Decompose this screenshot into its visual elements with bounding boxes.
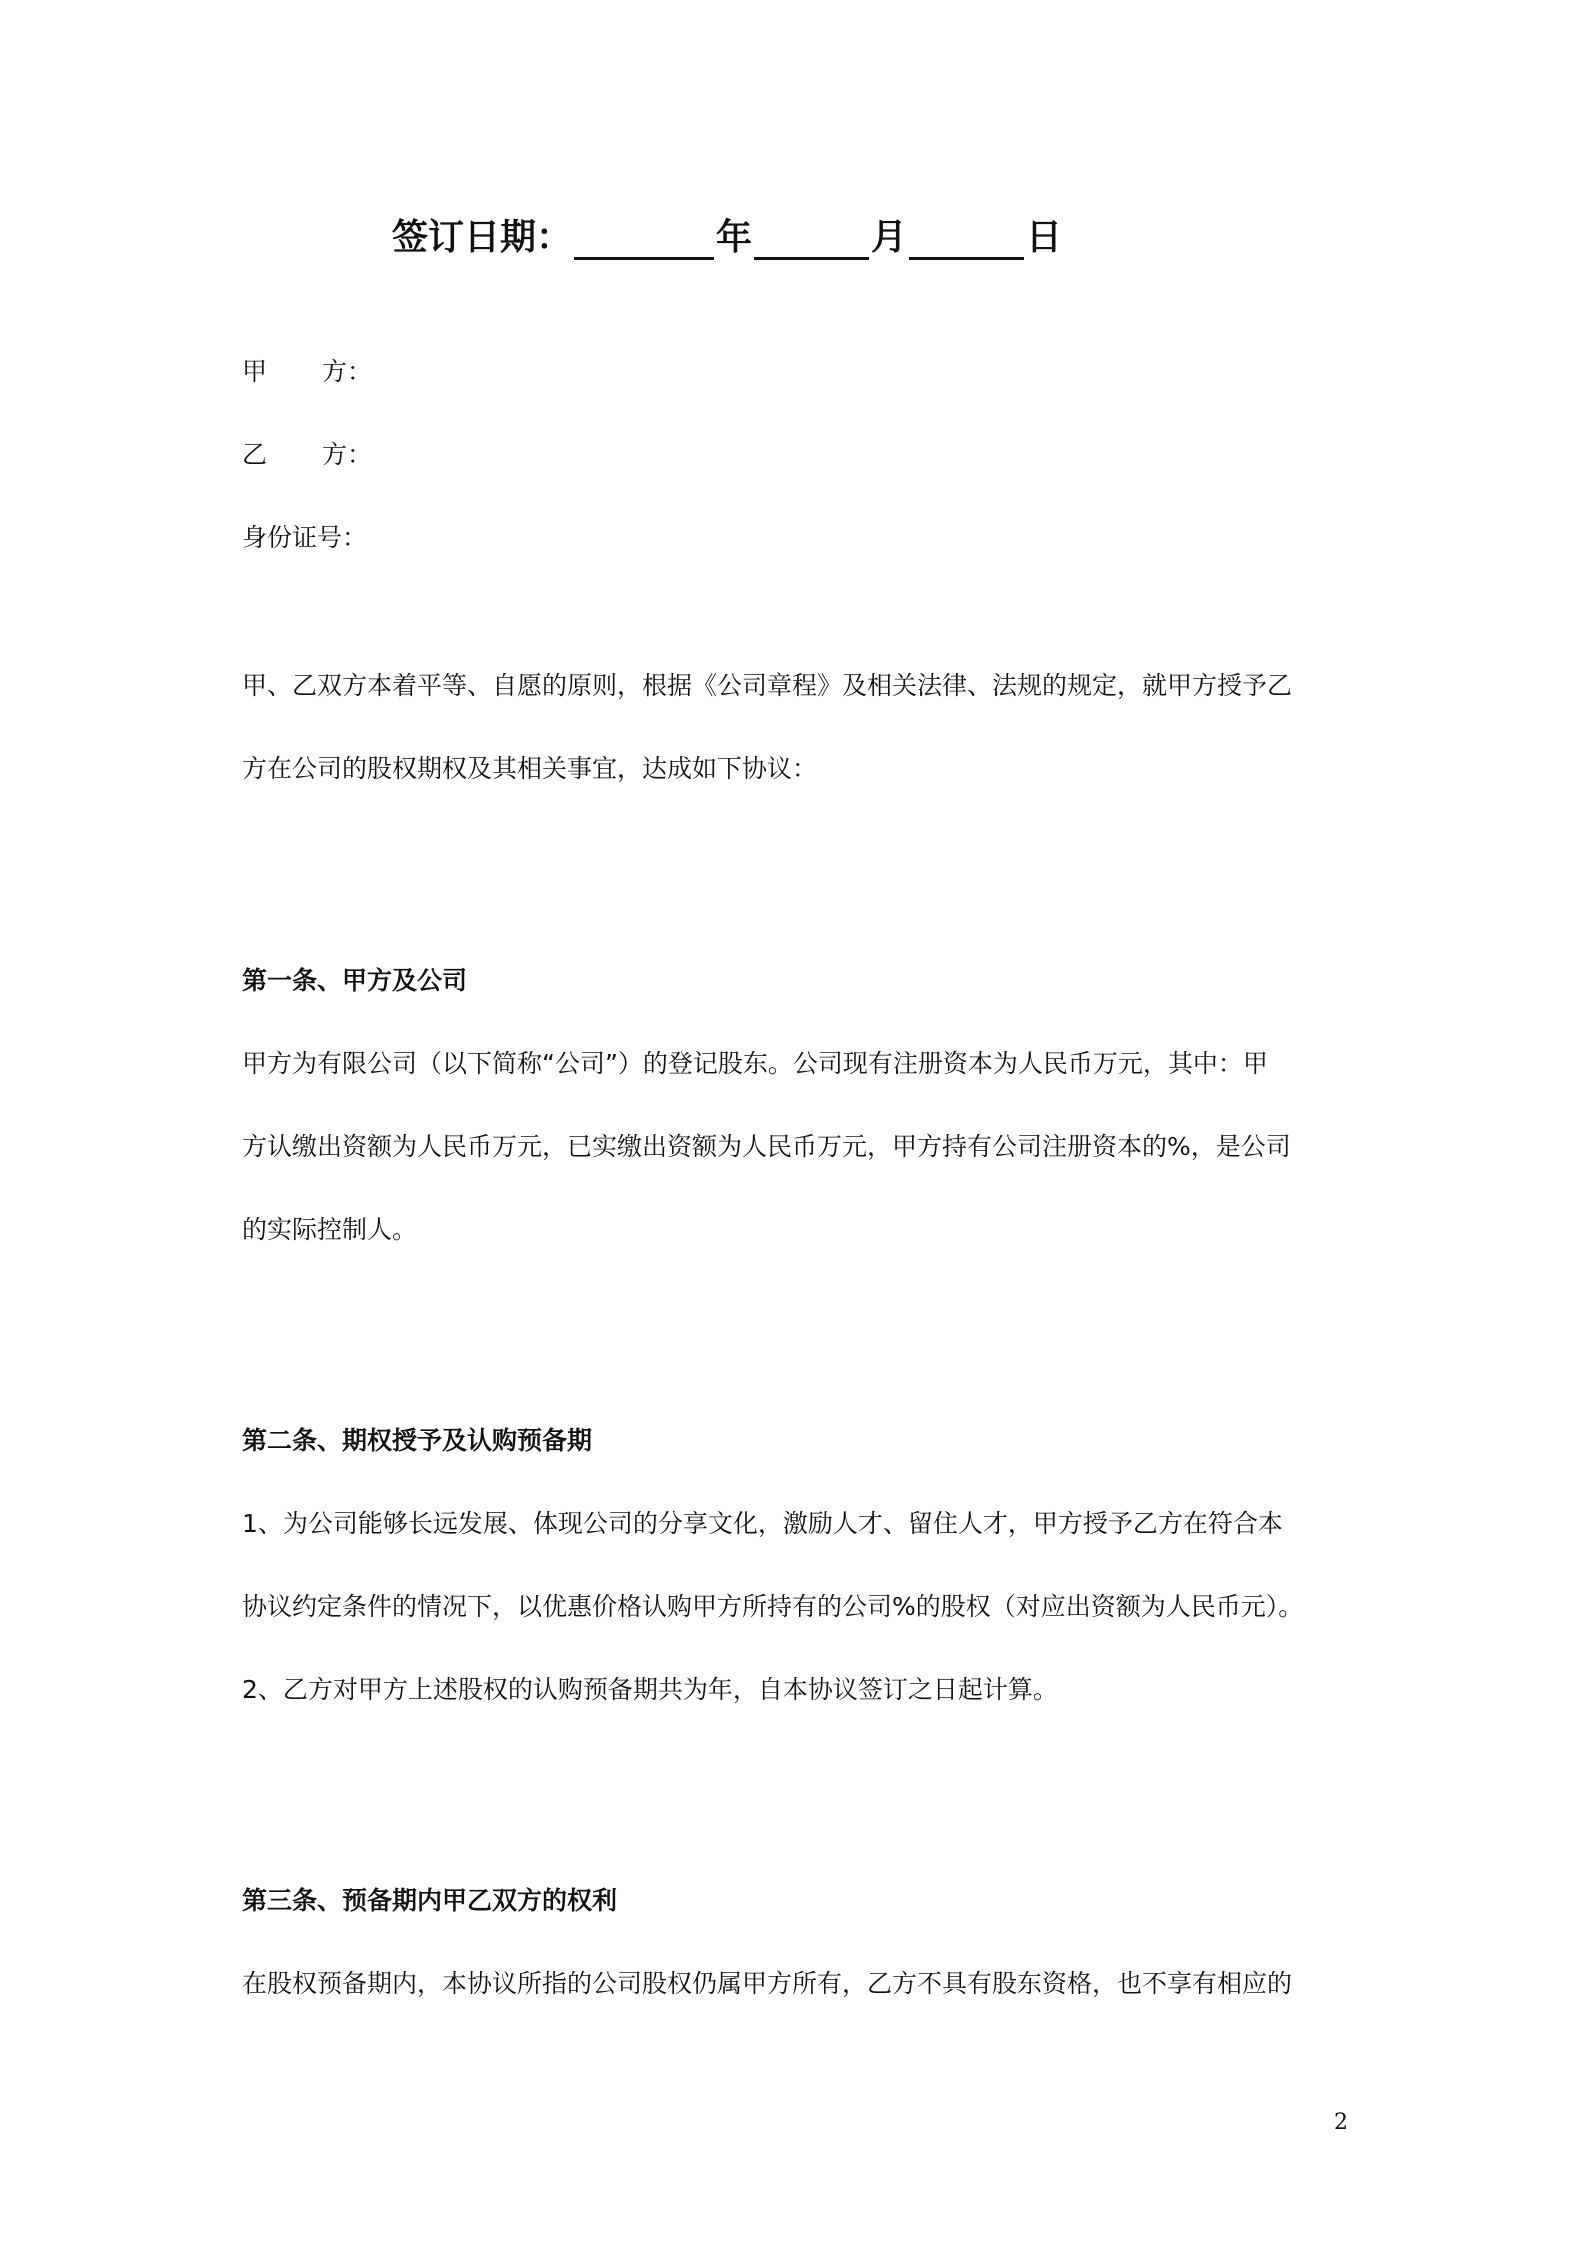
party-a-line — [242, 354, 372, 390]
party-a-char: 甲 — [242, 357, 268, 386]
year-label: 年 — [716, 217, 753, 258]
id-number-line — [242, 520, 367, 556]
year-blank — [574, 213, 714, 260]
signing-date-title — [392, 200, 1062, 260]
id-number-label: 身份证号： — [242, 523, 368, 552]
page-number: 2 — [1334, 2110, 1348, 2135]
day-blank — [909, 213, 1024, 260]
article-2-heading: 第二条、期权授予及认购预备期 — [242, 1426, 593, 1455]
party-a-suffix: 方： — [322, 357, 373, 386]
article-3-heading: 第三条、预备期内甲乙双方的权利 — [242, 1886, 618, 1915]
party-b-char: 乙 — [242, 440, 268, 469]
month-label: 月 — [871, 217, 908, 258]
article-2-line-3: 2、乙方对甲方上述股权的认购预备期共为年，自本协议签订之日起计算。 — [242, 1675, 1058, 1704]
article-3-line-1: 在股权预备期内，本协议所指的公司股权仍属甲方所有，乙方不具有股东资格，也不享有相应的 — [242, 1969, 1293, 1998]
article-1-line-1: 甲方为有限公司（以下简称“公司”）的登记股东。公司现有注册资本为人民币万元，其中：甲 — [242, 1049, 1268, 1078]
article-1-heading: 第一条、甲方及公司 — [242, 966, 468, 995]
article-1-line-2: 方认缴出资额为人民币万元，已实缴出资额为人民币万元，甲方持有公司注册资本的%，是公司 — [242, 1132, 1291, 1161]
article-2-line-2: 协议约定条件的情况下，以优惠价格认购甲方所持有的公司%的股权（对应出资额为人民币元）。 — [242, 1592, 1304, 1621]
preamble-line-1: 甲、乙双方本着平等、自愿的原则，根据《公司章程》及相关法律、法规的规定，就甲方授予乙 — [242, 671, 1293, 700]
article-1-line-3: 的实际控制人。 — [242, 1215, 418, 1244]
party-b-suffix: 方： — [322, 440, 373, 469]
day-label: 日 — [1026, 217, 1063, 258]
party-b-line — [242, 437, 372, 473]
preamble-line-2: 方在公司的股权期权及其相关事宜，达成如下协议： — [242, 754, 818, 783]
month-blank — [754, 213, 869, 260]
signing-date-label: 签订日期： — [392, 217, 573, 258]
article-2-line-1: 1、为公司能够长远发展、体现公司的分享文化，激励人才、留住人才，甲方授予乙方在符合本 — [242, 1509, 1283, 1538]
